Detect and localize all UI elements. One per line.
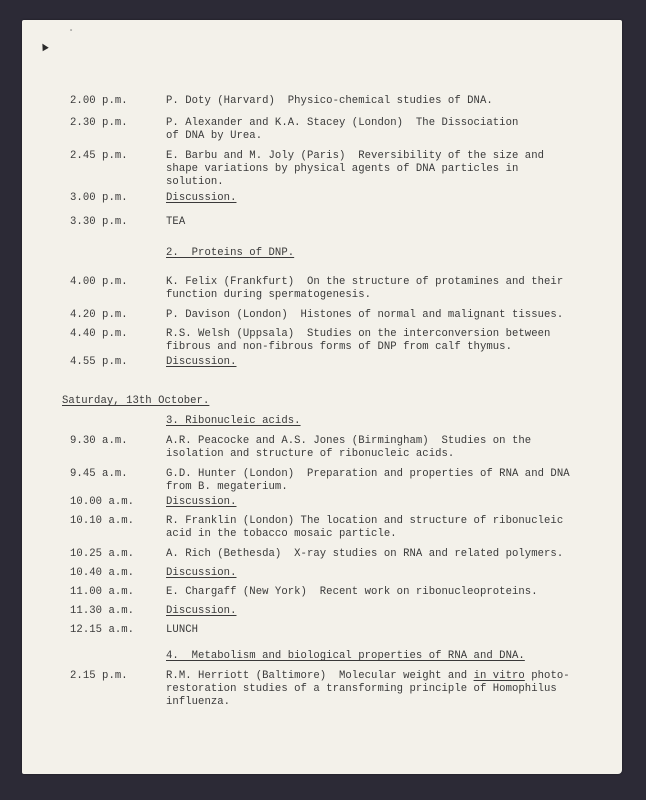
session-time: 10.00 a.m. [70, 496, 135, 508]
session-time: 4.00 p.m. [70, 276, 128, 288]
session-description: acid in the tobacco mosaic particle. [166, 528, 397, 540]
section-heading: 4. Metabolism and biological properties of RNA and DNA. [166, 650, 525, 662]
session-description: P. Alexander and K.A. Stacey (London) The Dissociation [166, 117, 519, 129]
text-run: influenza. [166, 696, 231, 708]
session-time: 3.00 p.m. [70, 192, 128, 204]
session-time: 3.30 p.m. [70, 216, 128, 228]
session-description: R.S. Welsh (Uppsala) Studies on the interconversion between [166, 328, 551, 340]
pinhole-icon: ° [69, 29, 74, 37]
discussion-label: Discussion. [166, 496, 237, 508]
emphasis-text: in vitro [473, 670, 525, 682]
text-run: restoration studies of a transforming principle of Homophilus [166, 683, 557, 695]
session-description: solution. [166, 176, 224, 188]
session-description: isolation and structure of ribonucleic acids. [166, 448, 455, 460]
text-run: photo- [524, 670, 570, 682]
session-description [166, 696, 230, 709]
session-description: TEA [166, 216, 186, 228]
session-description: LUNCH [166, 624, 199, 636]
session-description: E. Barbu and M. Joly (Paris) Reversibility of the size and [166, 150, 545, 162]
session-time: 9.45 a.m. [70, 468, 128, 480]
session-description: K. Felix (Frankfurt) On the structure of protamines and their [166, 276, 564, 288]
session-time: 2.30 p.m. [70, 117, 128, 129]
session-description: A.R. Peacocke and A.S. Jones (Birmingham) Studies on the [166, 435, 532, 447]
session-description: A. Rich (Bethesda) X-ray studies on RNA and related polymers. [166, 548, 564, 560]
text-run: R.M. Herriott (Baltimore) Molecular weight and [166, 670, 474, 682]
session-description: from B. megaterium. [166, 481, 288, 493]
session-description: R. Franklin (London) The location and structure of ribonucleic [166, 515, 564, 527]
discussion-label: Discussion. [166, 192, 237, 204]
session-time: 2.00 p.m. [70, 95, 128, 107]
session-time: 2.15 p.m. [70, 670, 128, 682]
session-time: 4.20 p.m. [70, 309, 128, 321]
session-time: 9.30 a.m. [70, 435, 128, 447]
discussion-label: Discussion. [166, 567, 237, 579]
section-heading: 2. Proteins of DNP. [166, 247, 295, 259]
discussion-label: Discussion. [166, 356, 237, 368]
session-time: 4.55 p.m. [70, 356, 128, 368]
session-description [166, 670, 570, 683]
session-time: 4.40 p.m. [70, 328, 128, 340]
section-heading: 3. Ribonucleic acids. [166, 415, 301, 427]
session-description: G.D. Hunter (London) Preparation and properties of RNA and DNA [166, 468, 570, 480]
session-description: fibrous and non-fibrous forms of DNP from calf thymus. [166, 341, 512, 353]
session-description: function during spermatogenesis. [166, 289, 372, 301]
discussion-label: Discussion. [166, 605, 237, 617]
session-description: P. Doty (Harvard) Physico-chemical studies of DNA. [166, 95, 493, 107]
session-description: shape variations by physical agents of DNA particles in [166, 163, 519, 175]
session-description: P. Davison (London) Histones of normal and malignant tissues. [166, 309, 564, 321]
session-description: of DNA by Urea. [166, 130, 263, 142]
session-time: 10.25 a.m. [70, 548, 135, 560]
day-heading: Saturday, 13th October. [62, 395, 210, 407]
session-time: 10.40 a.m. [70, 567, 135, 579]
session-time: 10.10 a.m. [70, 515, 135, 527]
session-time: 11.00 a.m. [70, 586, 135, 598]
session-time: 11.30 a.m. [70, 605, 135, 617]
session-description: E. Chargaff (New York) Recent work on ribonucleoproteins. [166, 586, 538, 598]
session-time: 2.45 p.m. [70, 150, 128, 162]
session-description [166, 683, 557, 696]
ink-mark-icon: ▲ [37, 39, 51, 55]
session-time: 12.15 a.m. [70, 624, 135, 636]
